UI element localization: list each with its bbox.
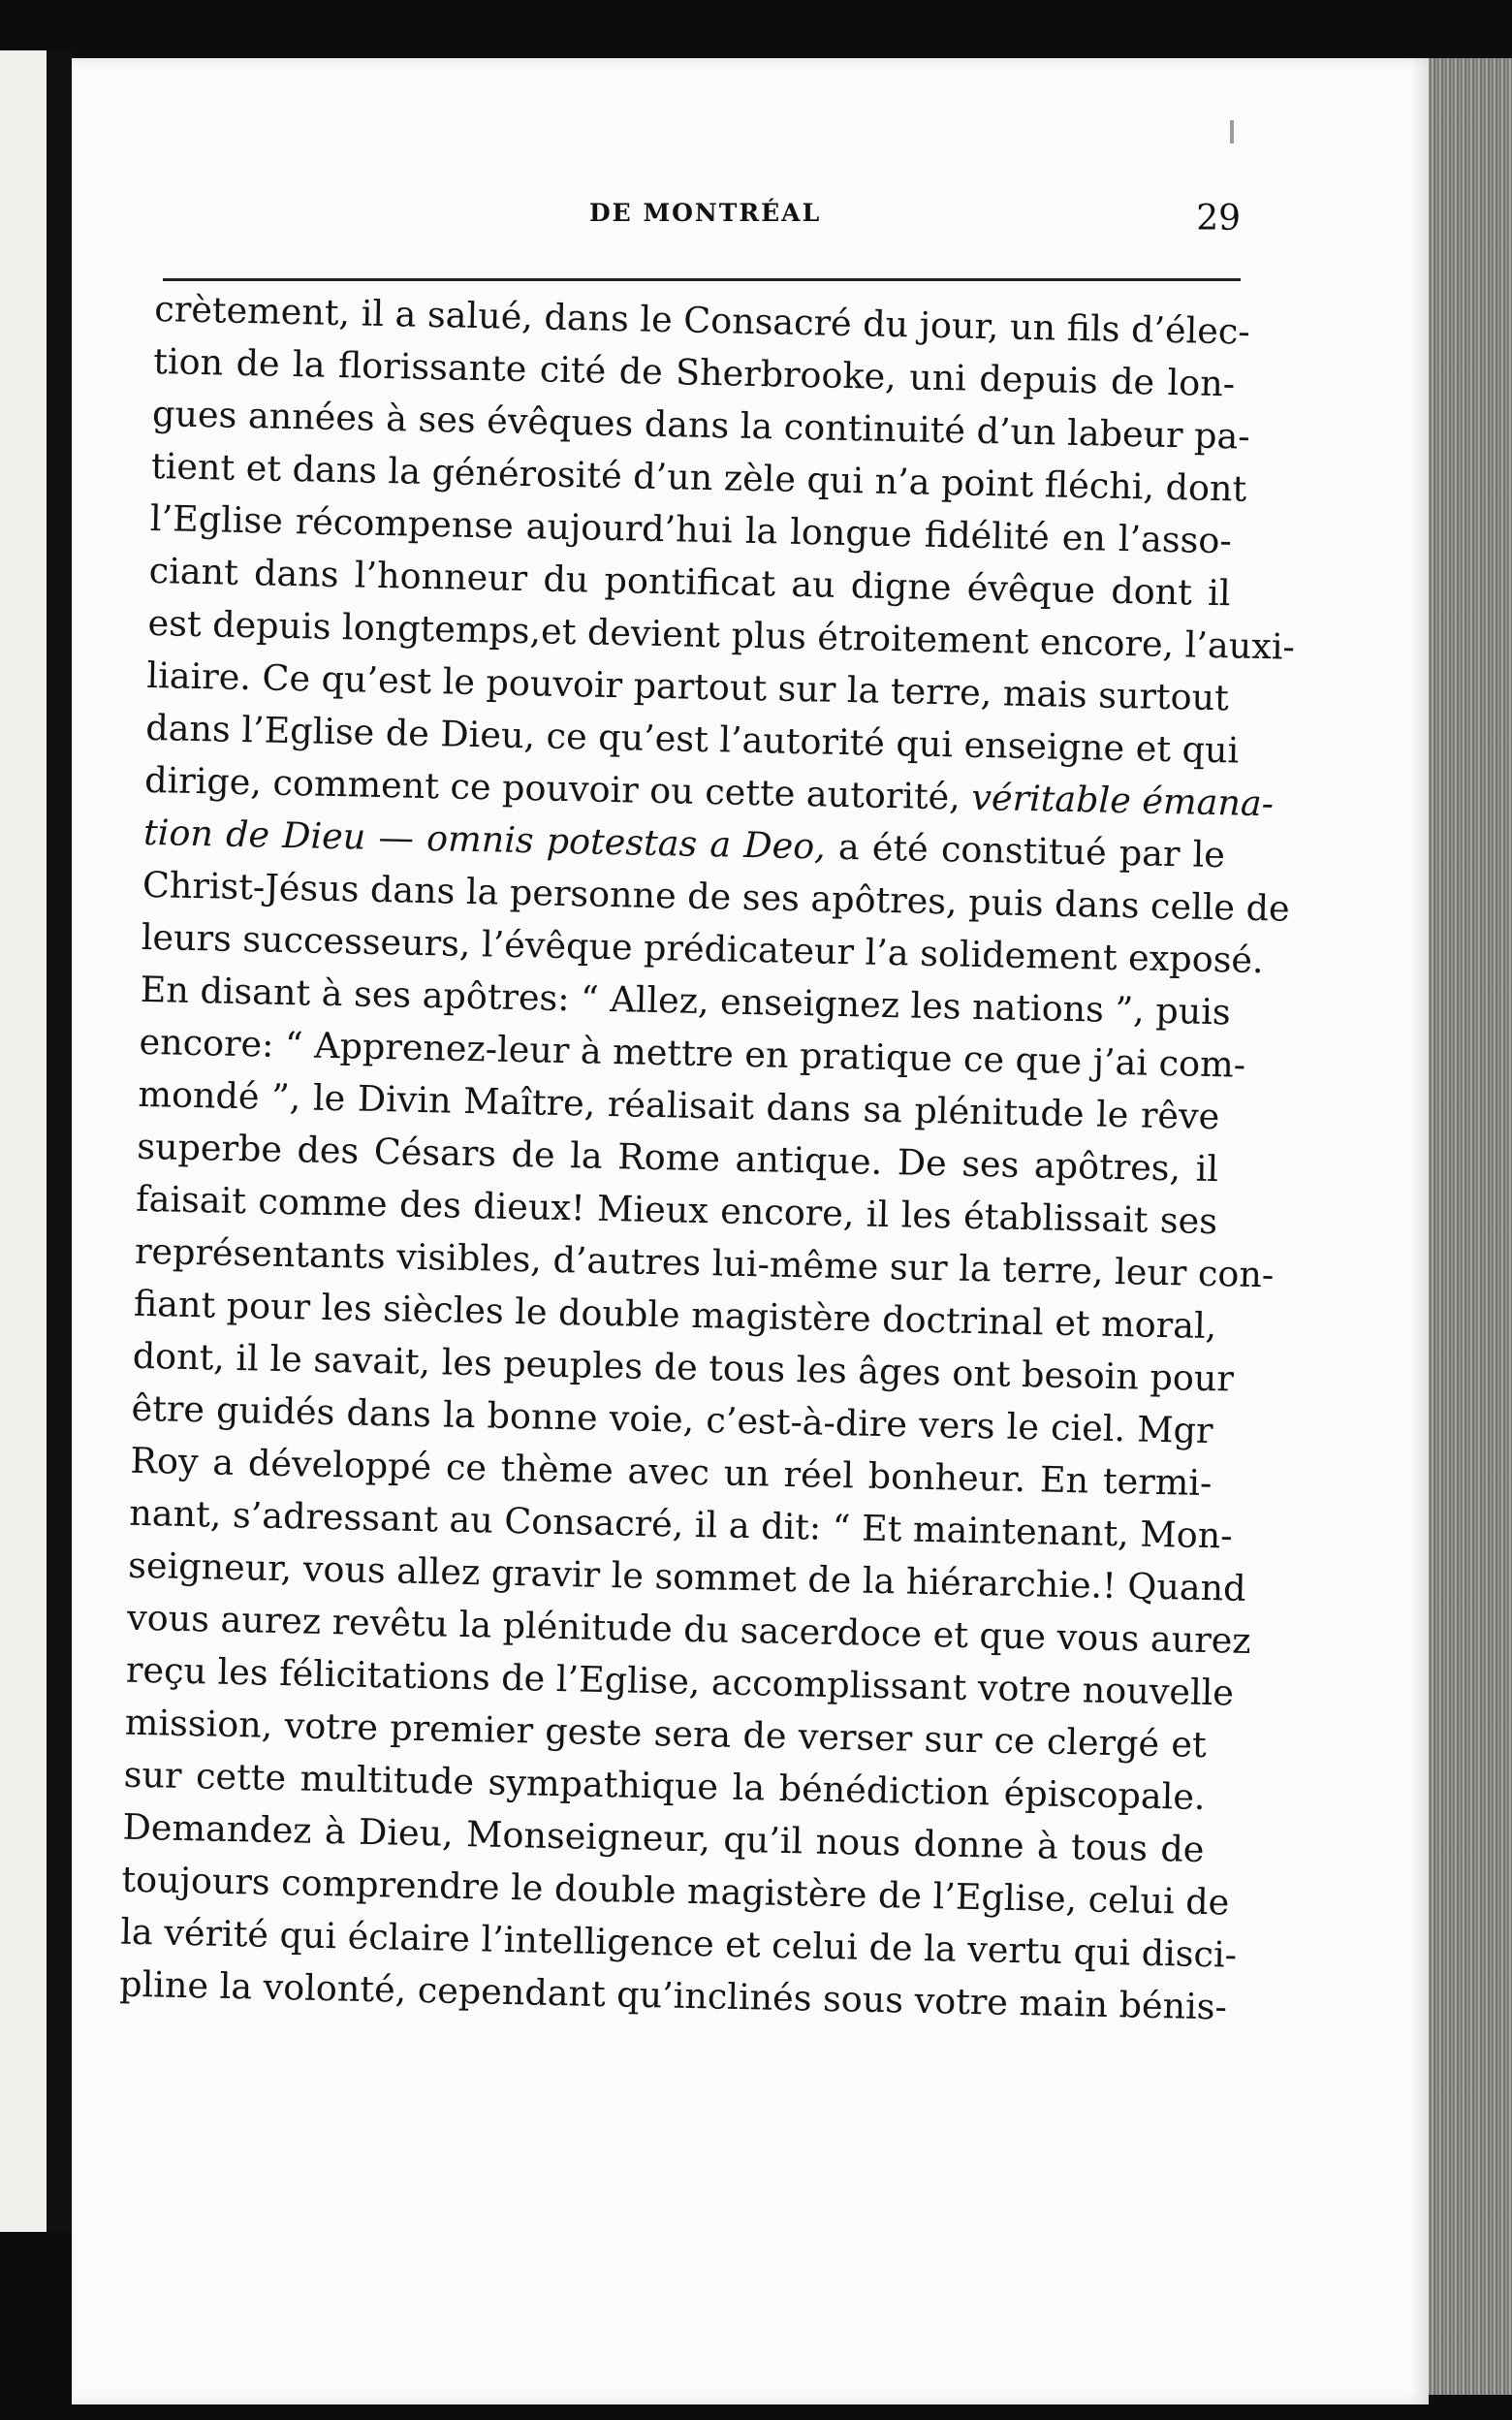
text-segment: mondé ”, le Divin Maître, réalisait dans sa plénitude le rêve [138, 1072, 1220, 1138]
text-segment: être guidés dans la bonne voie, c’est-à-dire vers le ciel. Mgr [131, 1386, 1213, 1452]
text-segment: la vérité qui éclaire l’intelligence et celui de la vertu qui disci- [119, 1910, 1238, 1976]
text-segment: tion de la florissante cité de Sherbrooke, uni depuis de lon- [152, 339, 1236, 405]
running-head: DE MONTRÉAL [589, 199, 822, 227]
page-edges [1429, 58, 1512, 2395]
text-segment: représentants visibles, d’autres lui-même sur la terre, leur con- [134, 1229, 1275, 1296]
facing-page-edge [0, 50, 47, 2232]
text-segment: sur cette multitude sympathique la bénédiction épiscopale. [123, 1753, 1206, 1819]
text-segment: crètement, il a salué, dans le Consacré du jour, un fils d’élec- [153, 287, 1251, 353]
text-segment: ciant dans l’honneur du pontificat au digne évêque dont il [148, 549, 1231, 615]
italic-text: tion de Dieu — omnis potestas a Deo, [142, 811, 827, 868]
text-segment: dont, il le savait, les peuples de tous les âges ont besoin pour [132, 1334, 1235, 1400]
text-segment: a été constitué par le [825, 825, 1226, 876]
text-segment: faisait comme des dieux! Mieux encore, il les établissait ses [135, 1177, 1218, 1243]
text-segment: est depuis longtemps,et devient plus étroitement encore, l’auxi- [147, 601, 1296, 668]
body-text [118, 283, 1296, 2033]
text-segment: reçu les félicitations de l’Eglise, accomplissant votre nouvelle [125, 1648, 1235, 1714]
text-segment: mission, votre premier geste sera de verser sur ce clergé et [124, 1701, 1208, 1767]
text-segment: dans l’Eglise de Dieu, ce qu’est l’autorité qui enseigne et qui [144, 706, 1240, 772]
text-segment: fiant pour les siècles le double magistère doctrinal et moral, [133, 1282, 1217, 1348]
text-segment: l’Eglise récompense aujourd’hui la longue fidélité en l’asso- [149, 496, 1233, 562]
text-segment: vous aurez revêtu la plénitude du sacerdoce et que vous aurez [126, 1596, 1251, 1662]
page-number: 29 [1196, 199, 1241, 239]
text-segment: leurs successeurs, l’évêque prédicateur l’a solidement exposé. [141, 915, 1265, 982]
text-segment: dirige, comment ce pouvoir ou cette autorité, [143, 758, 972, 818]
book-gutter [47, 50, 72, 2232]
italic-text: véritable émana- [970, 776, 1275, 825]
text-segment: liaire. Ce qu’est le pouvoir partout sur la terre, mais surtout [146, 653, 1230, 719]
text-segment: nant, s’adressant au Consacré, il a dit: “ Et maintenant, Mon- [128, 1491, 1234, 1557]
text-segment: Demandez à Dieu, Monseigneur, qu’il nous donne à tous de [122, 1805, 1205, 1871]
text-segment: toujours comprendre le double magistère de l’Eglise, celui de [121, 1858, 1230, 1924]
text-segment: seigneur, vous allez gravir le sommet de la hiérarchie.! Quand [127, 1544, 1246, 1609]
text-segment: Roy a développé ce thème avec un réel bonheur. En termi- [130, 1439, 1213, 1505]
margin-mark [1230, 120, 1234, 143]
text-segment: Christ-Jésus dans la personne de ses apôtres, puis dans celle de [142, 863, 1291, 930]
text-segment: pline la volonté, cependant qu’inclinés sous votre main bénis- [118, 1962, 1228, 2028]
page-header [163, 199, 1241, 281]
text-segment: tient et dans la générosité d’un zèle qui n’a point fléchi, dont [150, 444, 1247, 510]
text-segment: encore: “ Apprenez-leur à mettre en pratique ce que j’ai com- [139, 1020, 1246, 1086]
text-segment: superbe des Césars de la Rome antique. De ses apôtres, il [136, 1125, 1219, 1191]
text-segment: gues années à ses évêques dans la continuité d’un labeur pa- [151, 392, 1250, 458]
text-segment: En disant à ses apôtres: “ Allez, enseignez les nations ”, puis [140, 968, 1232, 1034]
